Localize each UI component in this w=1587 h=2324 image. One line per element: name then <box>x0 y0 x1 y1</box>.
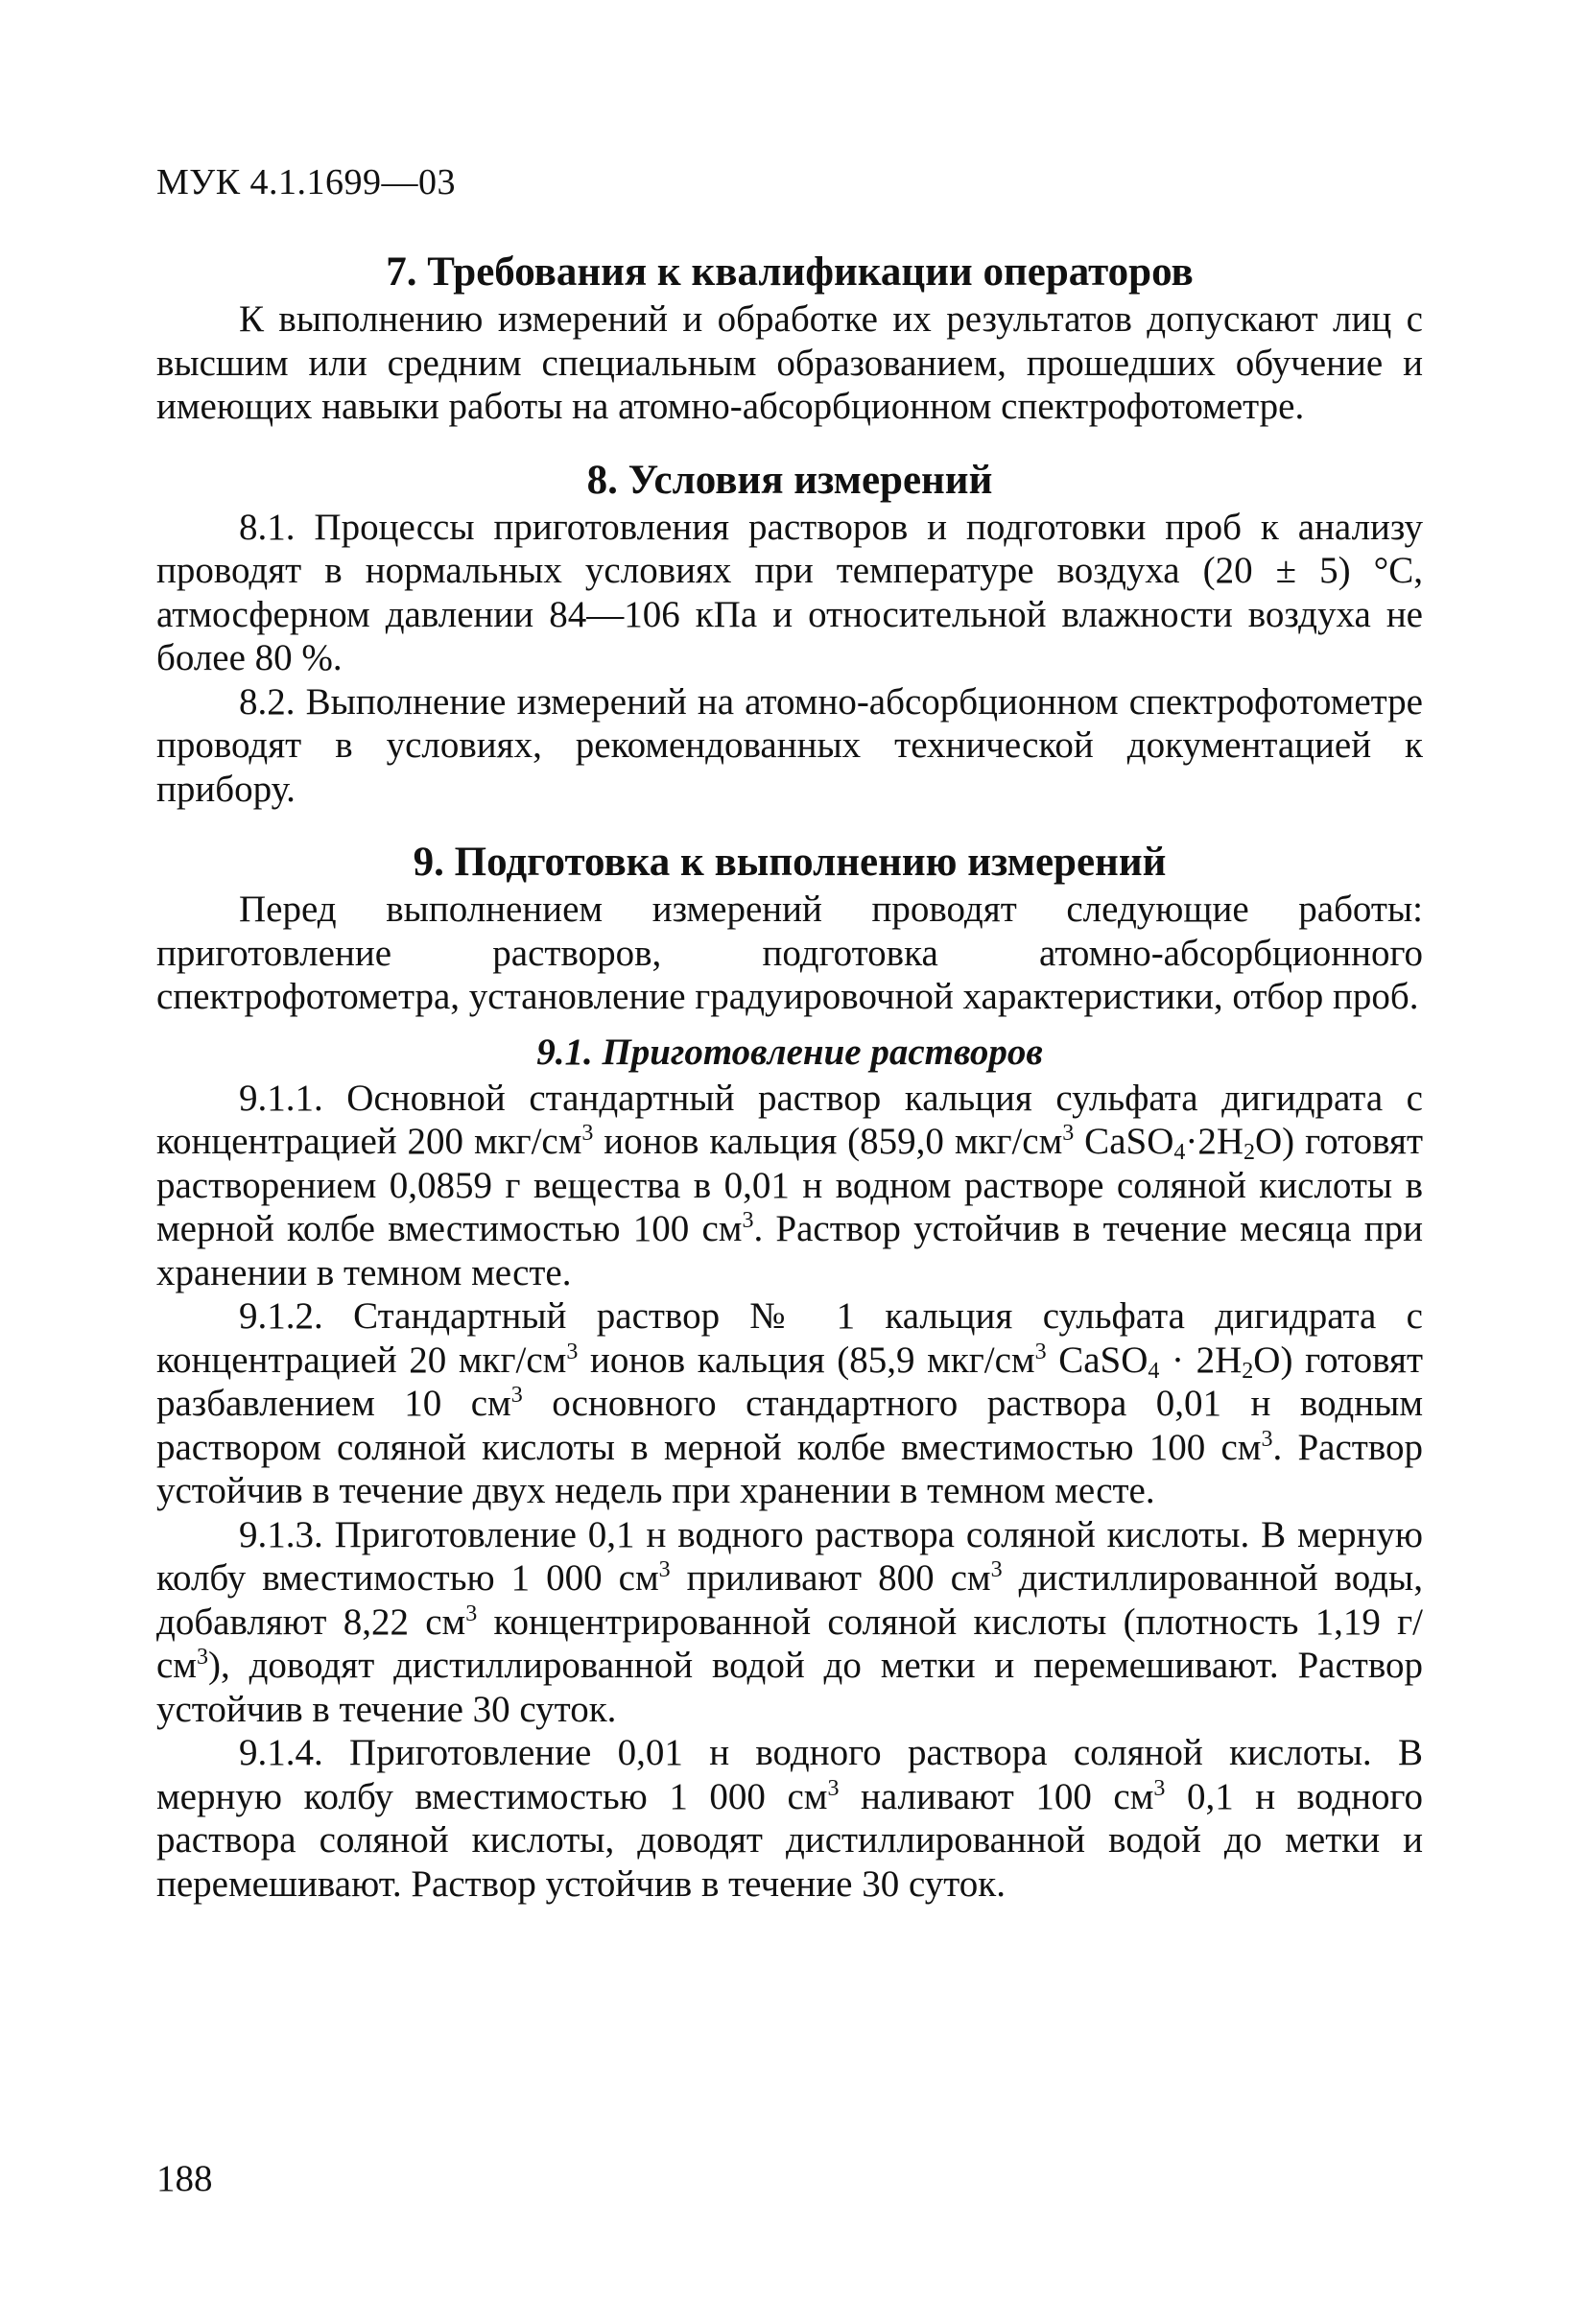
section-7-heading: 7. Требования к квалификации операторов <box>386 249 1194 295</box>
page-number: 188 <box>156 2158 213 2199</box>
paragraph-9-1-4: 9.1.4. Приготовление 0,01 н водного раствора соляной кислоты. В мерную колбу вместимостью 1 000 $см^3$ наливают 100 $см^3$ 0,1 н водного раствора соляной кислоты, доводят дистиллированной водой до метки и перемешивают. Раствор устойчив в течение 30 суток. <box>156 1732 1423 1905</box>
paragraph-9-1-3: 9.1.3. Приготовление 0,1 н водного раствора соляной кислоты. В мерную колбу вместимостью 1 000 $см^3$ приливают 800 $см^3$ дистиллированной воды, добавляют 8,22 $см^3$ концентрированной соляной кислоты (плотность 1,19 $г/см^3$), доводят дистиллированной водой до метки и перемешивают. Раствор устойчив в течение 30 суток. <box>156 1513 1424 1730</box>
subsection-9-1-heading: 9.1. Приготовление растворов <box>536 1031 1043 1073</box>
section-8-heading: 8. Условия измерений <box>586 457 993 503</box>
section-9-heading: 9. Подготовка к выполнению измерений <box>413 840 1167 885</box>
paragraph-8-2: 8.2. Выполнение измерений на атомно-абсорбционном спектрофотометре проводят в условиях, рекомендованных технической документацией к прибору. <box>156 680 1423 810</box>
paragraph-8-1: 8.1. Процессы приготовления растворов и подготовки проб к анализу проводят в нормальных условиях при температуре воздуха (20 ± 5) °С, атмосферном давлении 84—106 кПа и относительной влажности воздуха не более 80 %. <box>156 506 1423 678</box>
page-content <box>156 248 1423 1906</box>
paragraph-9-1-2: 9.1.2. Стандартный раствор № 1 кальция сульфата дигидрата с концентрацией 20 мкг/$см^3$ ионов кальция (85,9 мкг/$см^3$ CaSO$_4$ · $2H_2O$) готовят разбавлением 10 $см^3$ основного стандартного раствора 0,01 н водным раствором соляной кислоты в мерной колбе вместимостью 100 $см^3$. Раствор устойчив в течение двух недель при хранении в темном месте. <box>156 1295 1423 1511</box>
section-9-paragraph: Перед выполнением измерений проводят следующие работы: приготовление растворов, подготовка атомно-абсорбционного спектрофотометра, установление градуировочной характеристики, отбор проб. <box>156 889 1423 1017</box>
paragraph-9-1-1: 9.1.1. Основной стандартный раствор кальция сульфата дигидрата с концентрацией 200 мкг/$см^3$ ионов кальция (859,0 мкг/$см^3$ $CaSO_4\cdot 2H_2O$) готовят растворением 0,0859 г вещества в 0,01 н водном растворе соляной кислоты в мерной колбе вместимостью 100 $см^3$. Раствор устойчив в течение месяца при хранении в темном месте. <box>156 1077 1423 1293</box>
section-7-paragraph: К выполнению измерений и обработке их результатов допускают лиц с высшим или средним специальным образованием, прошедших обучение и имеющих навыки работы на атомно-абсорбционном спектрофотометре. <box>156 298 1423 427</box>
document-code: МУК 4.1.1699—03 <box>156 162 457 202</box>
